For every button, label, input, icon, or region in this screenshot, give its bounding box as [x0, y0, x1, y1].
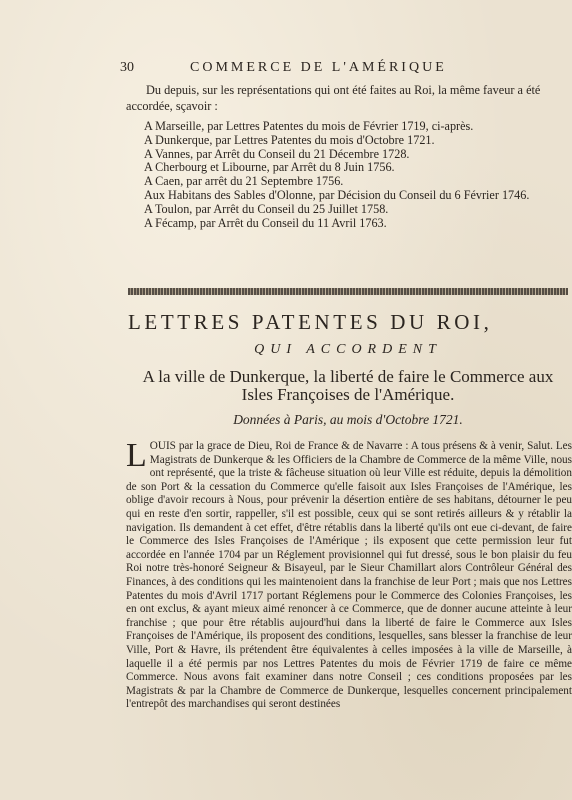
- list-item: A Dunkerque, par Lettres Patentes du mois d'Octobre 1721.: [144, 132, 435, 147]
- list-item: A Vannes, par Arrêt du Conseil du 21 Décembre 1728.: [144, 146, 410, 161]
- drop-cap: L: [126, 437, 147, 474]
- dateline: Données à Paris, au mois d'Octobre 1721.: [233, 412, 463, 427]
- list-item: A Toulon, par Arrêt du Conseil du 25 Juillet 1758.: [144, 201, 389, 216]
- running-title: COMMERCE DE L'AMÉRIQUE: [190, 60, 447, 75]
- body-paragraph: OUIS par la grace de Dieu, Roi de France & de Navarre : A tous présens & à venir, Salut. Les Magistrats de Dunkerque & les Officiers de la Chambre de Commerce de la même Ville, nous ont représenté, que la triste & fâcheuse situation où leur Ville est réduite, depuis la démolition de son Port & la cessation du Commerce qu'elle faisoit aux Isles Françoises de l'Amérique, les oblige d'avoir recours à Nous, pour prévenir la désertion entière de ses habitans, détourner le peu qui en reste d'en sortir, rappeller, s'il est possible, ceux qui se sont retirés ailleurs & y rétablir la navigation. Ils demandent à cet effet, d'être rétablis dans la liberté qu'ils ont eue ci-devant, de faire le Commerce des Isles Françoises de l'Amérique ; ils exposent que cette permission leur fut accordée en l'année 1704 par un Réglement provisionnel qui fut dressé, sous le bon plaisir du feu Roi notre très-honoré Seigneur & Bisayeul, par le Sieur Chamillart alors Contrôleur Général des Finances, à des conditions qui les maintenoient dans la franchise de leur Port ; mais que nos Lettres Patentes du mois d'Avril 1717 portant Réglemens pour le Commerce des Colonies Françoises, les en ont exclus, & ayant mieux aimé renoncer à ce Commerce, que de donner aucune atteinte à leur franchise ; que pour être rétablis aujourd'hui dans la liberté de faire le Commerce aux Isles Françoises de l'Amérique, ils proposent des conditions, lesquelles, sans blesser la franchise de leur Ville, Port & Havre, ils prétendent être équivalentes à celles imposées à la ville de Marseille, à laquelle il a été permis par nos Lettres Patentes du mois de Février 1719 de faire ce même Commerce. Nous avons fait examiner dans notre Conseil ; ces conditions proposées par les Magistrats & par la Chambre de Commerce de Dunkerque, lesquelles concernent principalement l'entrepôt des marchandises qui seront destinées: [126, 440, 572, 711]
- document-title: LETTRES PATENTES DU ROI,: [128, 310, 493, 334]
- list-item: A Marseille, par Lettres Patentes du mois de Février 1719, ci-après.: [144, 119, 474, 133]
- list-item: A Caen, par arrêt du 21 Septembre 1756.: [144, 174, 344, 189]
- document-subtitle: QUI ACCORDENT: [254, 342, 442, 357]
- page-number: 30: [120, 60, 134, 75]
- list-item: A Cherbourg et Libourne, par Arrêt du 8 Juin 1756.: [144, 160, 395, 175]
- intro-paragraph: Du depuis, sur les représentations qui ont été faites au Roi, la même faveur a été accordée, sçavoir :: [126, 83, 541, 113]
- document-heading: A la ville de Dunkerque, la liberté de faire le Commerce aux Isles Françoises de l'Amérique.: [142, 367, 554, 404]
- list-item: Aux Habitans des Sables d'Olonne, par Décision du Conseil du 6 Février 1746.: [144, 187, 530, 202]
- places-list: [126, 120, 570, 230]
- body-text: [126, 437, 572, 712]
- ornamental-rule: [128, 288, 568, 295]
- list-item: A Fécamp, par Arrêt du Conseil du 11 Avril 1763.: [144, 215, 387, 230]
